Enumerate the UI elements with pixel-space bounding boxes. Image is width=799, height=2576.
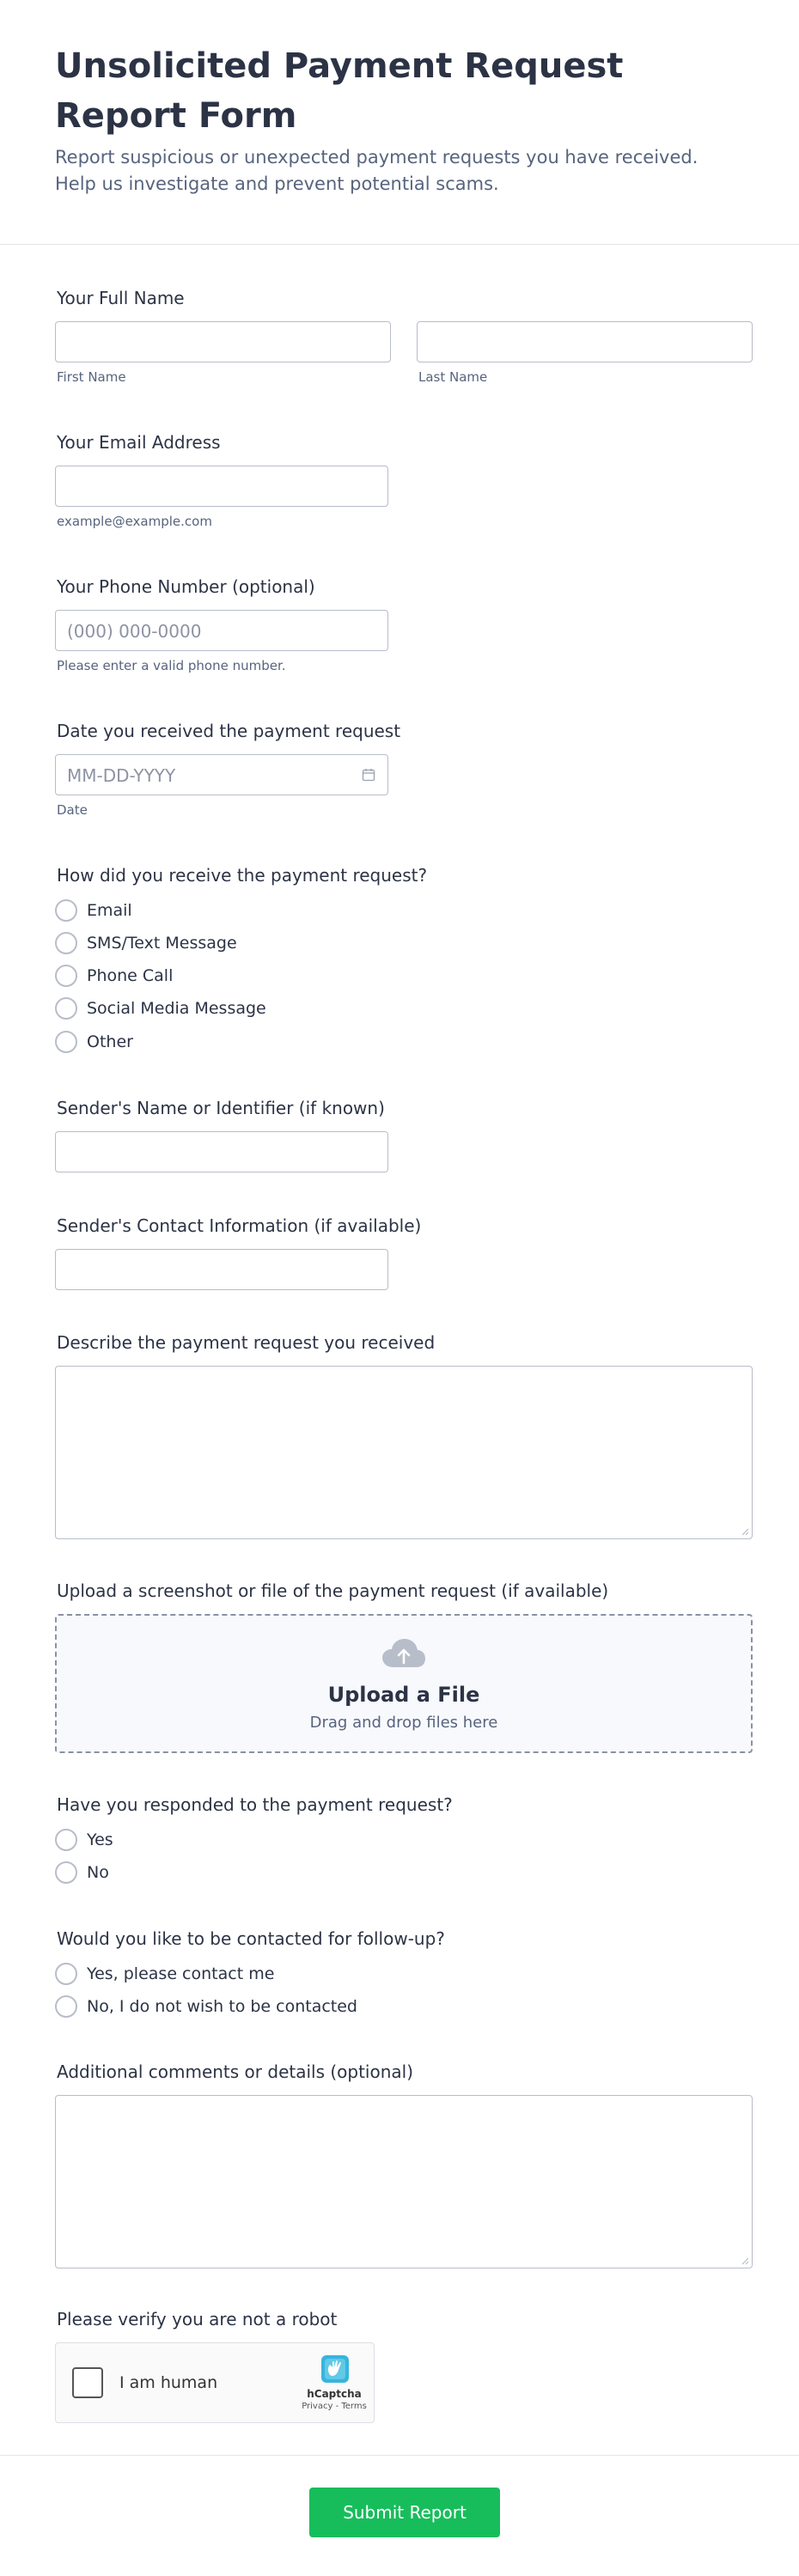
phone-input[interactable]	[55, 610, 388, 651]
upload-label: Upload a screenshot or file of the payment request (if available)	[57, 1580, 609, 1601]
date-sublabel: Date	[57, 802, 88, 818]
phone-label: Your Phone Number (optional)	[57, 576, 315, 597]
calendar-icon[interactable]	[362, 768, 375, 782]
sender-contact-input[interactable]	[55, 1249, 388, 1290]
upload-title: Upload a File	[327, 1683, 480, 1707]
description-textarea[interactable]	[55, 1366, 753, 1539]
description-label: Describe the payment request you received	[57, 1332, 436, 1353]
resize-handle-icon[interactable]	[741, 2256, 749, 2265]
form-header	[0, 0, 799, 245]
first-name-sublabel: First Name	[57, 369, 126, 385]
resize-handle-icon[interactable]	[741, 1527, 749, 1536]
date-label: Date you received the payment request	[57, 721, 401, 741]
responded-label: Have you responded to the payment request?	[57, 1794, 453, 1815]
radio-label: No, I do not wish to be contacted	[87, 1997, 357, 2016]
comments-textarea[interactable]	[55, 2095, 753, 2268]
submit-report-button[interactable]: Submit Report	[309, 2488, 500, 2537]
cloud-upload-icon	[381, 1638, 426, 1669]
captcha-checkbox[interactable]	[72, 2367, 103, 2398]
file-dropzone[interactable]	[55, 1614, 753, 1753]
date-input[interactable]	[55, 754, 388, 795]
footer-divider	[0, 2455, 799, 2456]
captcha-checkbox-label: I am human	[119, 2373, 218, 2392]
sender-contact-label: Sender's Contact Information (if available)	[57, 1215, 422, 1236]
upload-subtitle: Drag and drop files here	[309, 1714, 498, 1732]
radio-label: Yes, please contact me	[87, 1964, 275, 1983]
hcaptcha-logo-icon	[318, 2352, 352, 2386]
full-name-label: Your Full Name	[57, 288, 185, 308]
phone-placeholder: (000) 000-0000	[67, 621, 202, 642]
captcha-label: Please verify you are not a robot	[57, 2309, 338, 2329]
email-input[interactable]	[55, 466, 388, 507]
page-title: Unsolicited Payment Request Report Form	[55, 46, 624, 136]
page-subtitle: Report suspicious or unexpected payment requests you have received. Help us investigate and prevent potential scams.	[55, 147, 698, 194]
radio-button[interactable]	[55, 932, 77, 954]
last-name-sublabel: Last Name	[418, 369, 488, 385]
captcha-widget	[55, 2342, 375, 2423]
radio-label: Email	[87, 901, 132, 920]
captcha-brand: hCaptcha	[307, 2388, 362, 2400]
radio-label: Other	[87, 1032, 133, 1051]
captcha-links[interactable]: Privacy - Terms	[302, 2402, 367, 2411]
radio-button[interactable]	[55, 965, 77, 987]
radio-label: No	[87, 1863, 109, 1882]
radio-button[interactable]	[55, 1829, 77, 1851]
email-sublabel: example@example.com	[57, 514, 212, 529]
phone-sublabel: Please enter a valid phone number.	[57, 658, 286, 673]
date-placeholder: MM-DD-YYYY	[67, 765, 176, 786]
first-name-input[interactable]	[55, 321, 391, 362]
sender-name-input[interactable]	[55, 1131, 388, 1172]
radio-label: Phone Call	[87, 966, 174, 985]
radio-button[interactable]	[55, 899, 77, 922]
radio-button[interactable]	[55, 1031, 77, 1053]
radio-label: SMS/Text Message	[87, 934, 237, 953]
email-label: Your Email Address	[57, 432, 221, 453]
radio-button[interactable]	[55, 1861, 77, 1884]
radio-label: Yes	[87, 1830, 113, 1849]
radio-button[interactable]	[55, 1963, 77, 1985]
radio-label: Social Media Message	[87, 999, 266, 1018]
radio-button[interactable]	[55, 997, 77, 1020]
radio-button[interactable]	[55, 1995, 77, 2018]
followup-label: Would you like to be contacted for follow-up?	[57, 1928, 445, 1949]
last-name-input[interactable]	[417, 321, 753, 362]
comments-label: Additional comments or details (optional)	[57, 2061, 414, 2082]
sender-name-label: Sender's Name or Identifier (if known)	[57, 1098, 385, 1118]
method-label: How did you receive the payment request?	[57, 865, 428, 886]
